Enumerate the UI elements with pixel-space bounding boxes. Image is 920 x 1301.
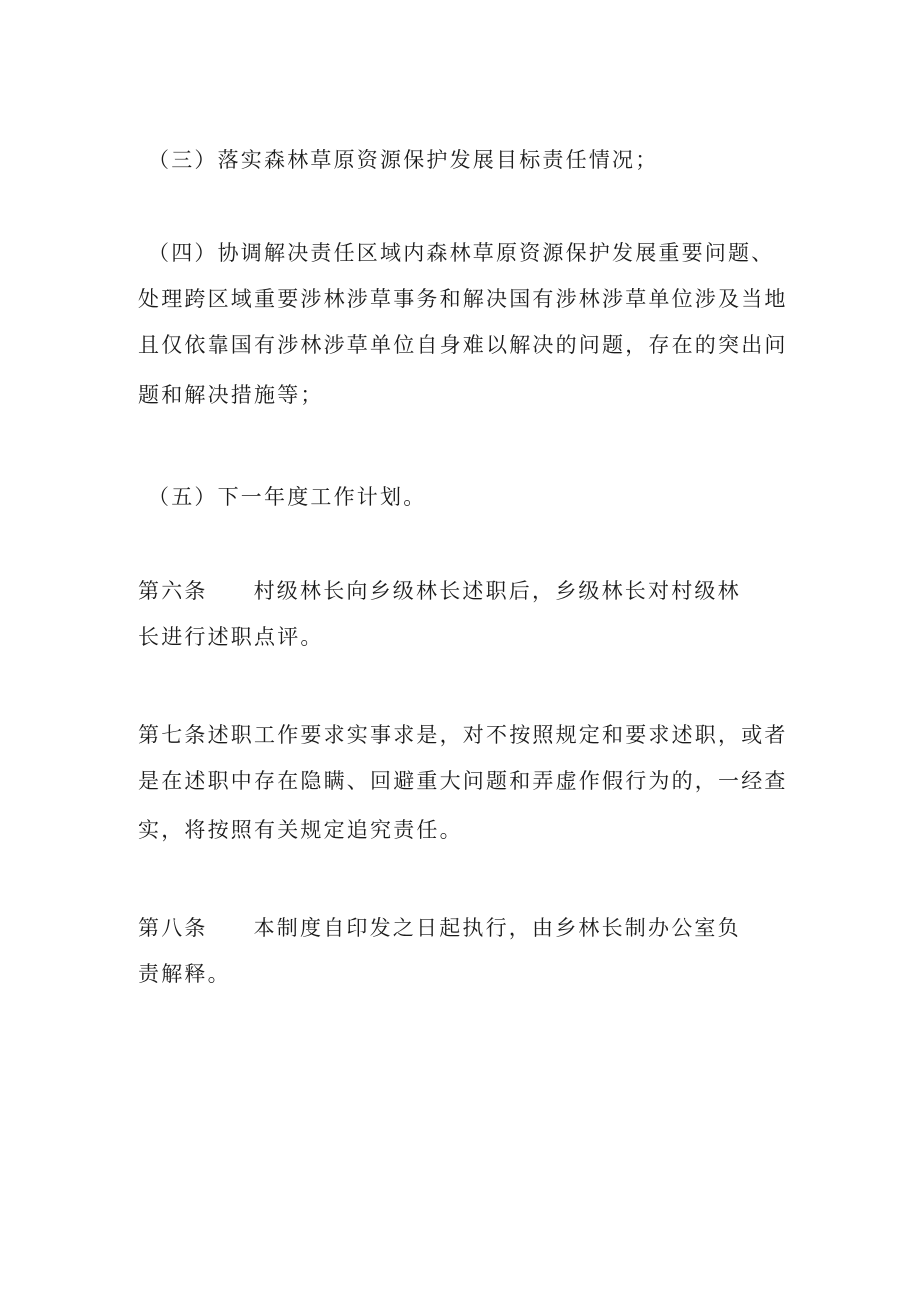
item-3-text: （三）落实森林草原资源保护发展目标责任情况； bbox=[148, 148, 659, 172]
item-5-text: （五）下一年度工作计划。 bbox=[148, 485, 427, 509]
article-8-line-1 bbox=[138, 913, 741, 943]
article-6-text: 村级林长向乡级林长述职后，乡级林长对村级林 bbox=[253, 579, 741, 603]
article-6-line-2: 长进行述职点评。 bbox=[138, 625, 324, 649]
article-7-line-3: 实，将按照有关规定追究责任。 bbox=[138, 818, 463, 842]
article-7-line-2: 是在述职中存在隐瞒、回避重大问题和弄虚作假行为的，一经查 bbox=[138, 769, 788, 793]
article-6-heading: 第六条 bbox=[138, 579, 208, 603]
item-4-line-4: 题和解决措施等； bbox=[138, 383, 324, 407]
item-4-line-2: 处理跨区域重要涉林涉草事务和解决国有涉林涉草单位涉及当地 bbox=[138, 287, 788, 311]
article-8-heading: 第八条 bbox=[138, 916, 208, 940]
article-8-line-2: 责解释。 bbox=[138, 962, 231, 986]
article-8-text: 本制度自印发之日起执行，由乡林长制办公室负 bbox=[253, 916, 741, 940]
item-4-line-1: （四）协调解决责任区域内森林草原资源保护发展重要问题、 bbox=[148, 241, 775, 265]
article-7-line-1: 第七条述职工作要求实事求是，对不按照规定和要求述职，或者 bbox=[138, 723, 788, 747]
item-4-line-3: 且仅依靠国有涉林涉草单位自身难以解决的问题，存在的突出问 bbox=[138, 333, 788, 357]
article-6-line-1 bbox=[138, 576, 741, 606]
